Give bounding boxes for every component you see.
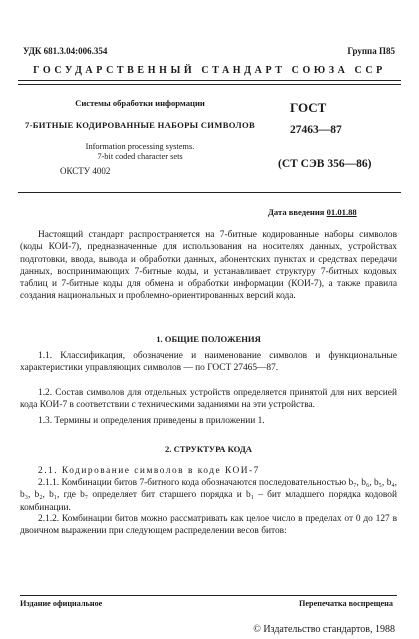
copyright-notice: © Издательство стандартов, 1988 xyxy=(253,624,395,635)
document-title-ru: 7-БИТНЫЕ КОДИРОВАННЫЕ НАБОРЫ СИМВОЛОВ xyxy=(24,120,256,130)
header-rule-thick xyxy=(18,80,401,81)
document-title-en-line2: 7-bit coded character sets xyxy=(97,152,183,161)
gost-designation xyxy=(278,100,398,170)
section-1-heading: 1. ОБЩИЕ ПОЛОЖЕНИЯ xyxy=(156,334,261,344)
section-2-1-1-text: 2.1.1. Комбинации битов 7-битного кода обозначаются последовательностью b₇, b₆, b₅, b₄, b₃, b₂, b₁, где b₇ определяет бит старшего порядка и b₁ – бит младшего порядка кодовой комбинации. xyxy=(20,478,397,513)
section-1-1 xyxy=(20,350,397,375)
title-block xyxy=(20,98,260,162)
okstu-code: ОКСТУ 4002 xyxy=(60,166,111,176)
section-2-1-2 xyxy=(20,513,397,538)
section-2-heading: 2. СТРУКТУРА КОДА xyxy=(164,444,253,454)
title-rule xyxy=(18,192,401,193)
effective-date-value: 01.01.88 xyxy=(326,207,357,217)
header-rule-thin xyxy=(18,84,401,85)
udk-code: УДК 681.3.04:006.354 xyxy=(23,46,108,56)
section-1-3 xyxy=(20,415,397,427)
section-2-1 xyxy=(20,465,397,477)
section-2-1-2-text: 2.1.2. Комбинации битов можно рассматривать как целое число в пределах от 0 до 127 в двоичном выражении при следующем распределении весов битов: xyxy=(20,514,397,537)
section-1-1-text: 1.1. Классификация, обозначение и наименование символов и функциональные характеристики управляющих символов — по ГОСТ 27465—87. xyxy=(20,351,397,374)
document-title-en-line1: Information processing systems. xyxy=(85,142,195,151)
footer-rule xyxy=(20,595,397,596)
section-1-2 xyxy=(20,387,397,412)
official-edition-label: Издание официальное xyxy=(20,599,103,608)
intro-paragraph xyxy=(20,229,397,303)
reprint-prohibited-label: Перепечатка воспрещена xyxy=(299,599,393,608)
section-1-2-text: 1.2. Состав символов для отдельных устройств определяется принятой для них версией кода КОИ-7 в соответствии с техническими заданиями на эти устройства. xyxy=(20,388,397,411)
intro-text: Настоящий стандарт распространяется на 7-битные кодированные наборы символов (коды КОИ-7), предназначенные для использования на носителях данных, устройствах подготовки, ввода, вывода и обработки данных, абонентских пунктах и средствах передачи данных, воспринимающих 7-битные коды, и устанавливает структуру 7-битных кодовых таблиц и 7-битные коды для обмена и обработки информации (КОИ-7), а также правила создания национальных и проблемно-ориентированных версий кода. xyxy=(20,230,397,302)
effective-date xyxy=(268,207,357,217)
systems-label: Системы обработки информации xyxy=(75,98,205,108)
cmea-number: (СТ СЭВ 356—86) xyxy=(278,158,372,170)
section-1-3-text: 1.3. Термины и определения приведены в приложении 1. xyxy=(38,416,265,426)
group-code: Группа П85 xyxy=(347,46,395,56)
state-standard-title: ГОСУДАРСТВЕННЫЙ СТАНДАРТ СОЮЗА ССР xyxy=(33,65,386,76)
section-2-1-1 xyxy=(20,477,397,514)
effective-date-label: Дата введения xyxy=(268,207,327,217)
gost-number: 27463—87 xyxy=(290,124,342,136)
gost-label: ГОСТ xyxy=(290,100,327,115)
section-2-1-text: 2.1. Кодирование символов в коде КОИ-7 xyxy=(38,466,260,476)
